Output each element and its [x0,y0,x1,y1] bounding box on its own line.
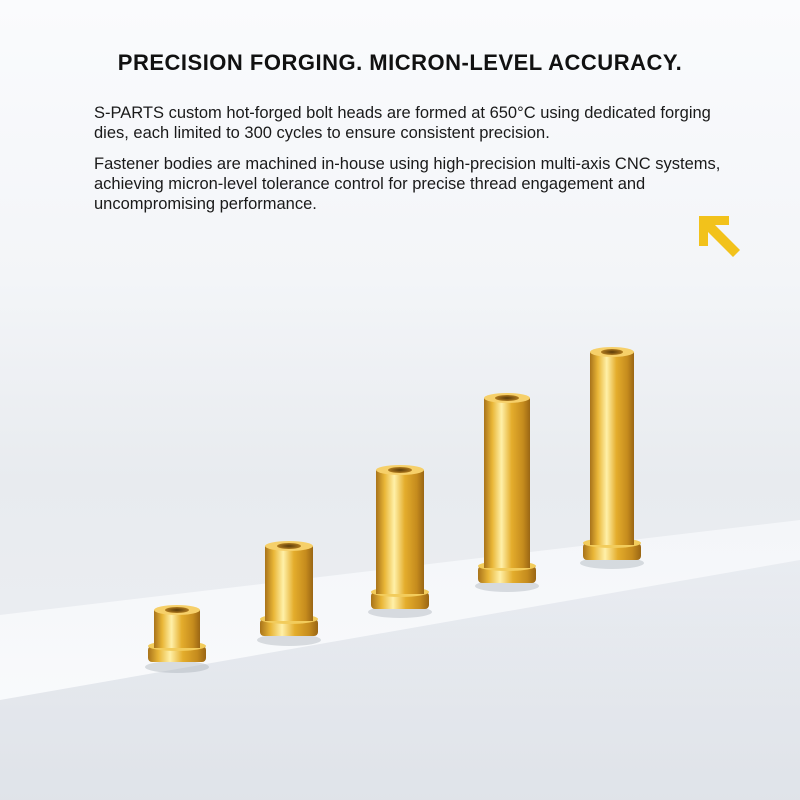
headline: PRECISION FORGING. MICRON-LEVEL ACCURACY. [117,50,683,75]
standoff-1 [145,605,209,673]
standoff-5 [580,347,644,569]
description-paragraph-1: S-PARTS custom hot-forged bolt heads are formed at 650°C using dedicated forging dies, each limited to 300 cycles to ensure consistent precision. [94,104,711,142]
description-paragraph-2: Fastener bodies are machined in-house using high-precision multi-axis CNC systems, achieving micron-level tolerance control for precise thread engagement and uncompromising performance. [94,155,721,213]
standoff-4 [475,393,539,592]
standoff-3 [368,465,432,618]
standoff-2 [257,541,321,646]
